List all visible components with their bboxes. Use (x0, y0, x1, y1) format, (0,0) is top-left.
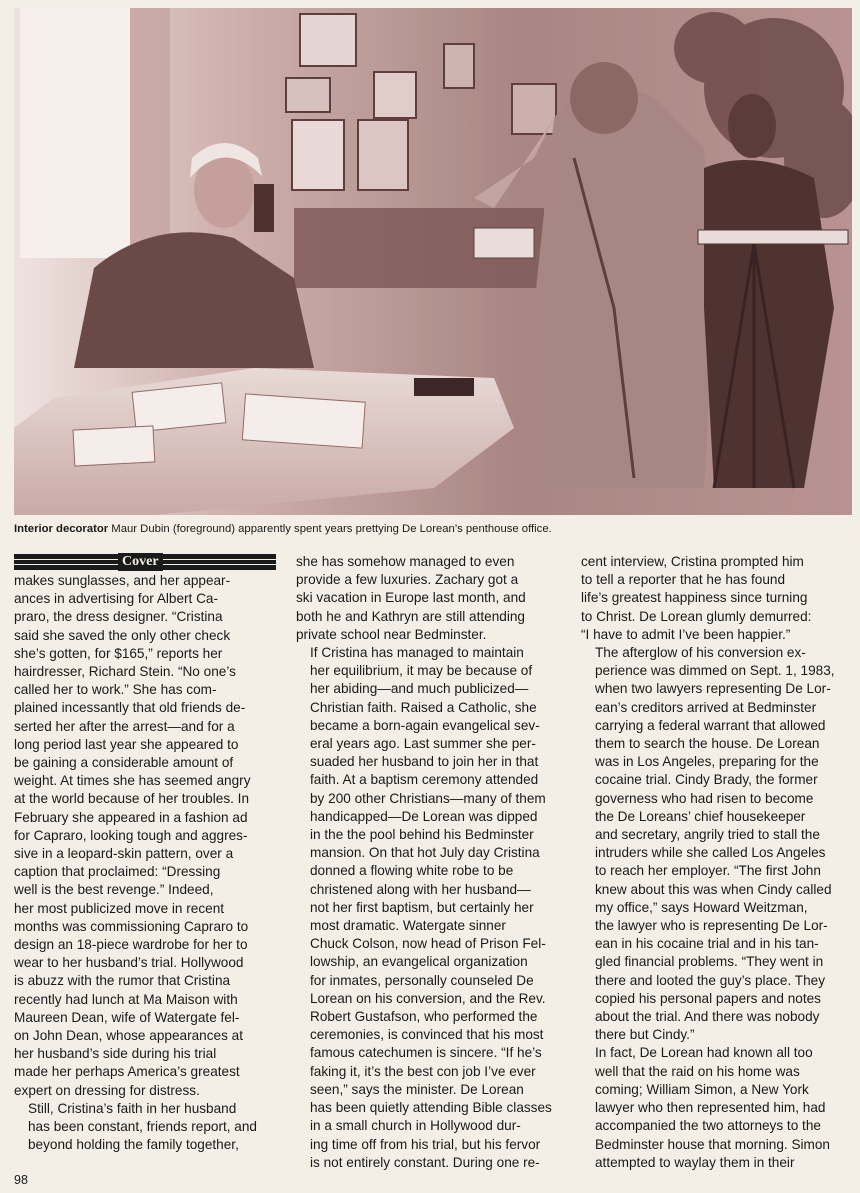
paragraph (581, 1044, 843, 1171)
text-line: for inmates, personally counseled De (310, 972, 534, 988)
text-line: ances in advertising for Albert Ca- (14, 591, 219, 607)
text-line: there but Cindy.” (595, 1027, 695, 1043)
text-line: in the the pool behind his Bedminster (310, 827, 534, 843)
illustration-caption (14, 522, 852, 536)
paragraph (581, 553, 843, 644)
text-line: be gaining a considerable amount of (14, 755, 234, 771)
text-line: well is the best revenge.” Indeed, (14, 882, 214, 898)
paragraph (14, 572, 276, 1100)
text-line: suaded her husband to join her in that (310, 754, 539, 770)
text-line: she has somehow managed to even (296, 554, 515, 569)
text-line: and secretary, angrily tried to stall the (595, 827, 820, 843)
text-line: in a small church in Hollywood dur- (310, 1118, 521, 1134)
caption-lead: Interior decorator (14, 523, 109, 535)
cover-illustration (14, 8, 852, 515)
text-line: long period last year she appeared to (14, 736, 239, 752)
text-line: faking it, it’s the best con job I’ve ever (310, 1063, 536, 1079)
text-line: she’s gotten, for $165,” reports her (14, 645, 223, 661)
text-line: her abiding—and much publicized— (310, 681, 529, 697)
text-line: ski vacation in Europe last month, and (296, 590, 526, 606)
text-line: wear to her husband’s trial. Hollywood (14, 955, 244, 971)
text-line: by 200 other Christians—many of them (310, 790, 546, 806)
text-line: coming; William Simon, a New York (595, 1081, 809, 1097)
paragraph (296, 553, 558, 644)
text-line: accompanied the two attorneys to the (595, 1118, 821, 1134)
text-line: design an 18-piece wardrobe for her to (14, 937, 248, 953)
text-line: handicapped—De Lorean was dipped (310, 808, 538, 824)
text-line: Bedminster house that morning. Simon (595, 1136, 830, 1152)
paragraph (581, 644, 843, 1044)
paragraph (296, 644, 558, 1172)
text-line: Chuck Colson, now head of Prison Fel- (310, 936, 546, 952)
text-line: seen,” says the minister. De Lorean (310, 1081, 524, 1097)
text-line: hairdresser, Richard Stein. “No one’s (14, 664, 236, 680)
text-line: has been quietly attending Bible classes (310, 1100, 552, 1116)
text-line: well that the raid on his home was (595, 1063, 800, 1079)
text-line: the De Loreans’ chief housekeeper (595, 808, 806, 824)
text-line: February she appeared in a fashion ad (14, 809, 248, 825)
text-line: faith. At a baptism ceremony attended (310, 772, 539, 788)
text-line: recently had lunch at Ma Maison with (14, 991, 238, 1007)
text-line: has been constant, friends report, and (28, 1119, 257, 1135)
text-line: the lawyer who is representing De Lor- (595, 918, 828, 934)
text-line: copied his personal papers and notes (595, 990, 821, 1006)
text-line: donned a flowing white robe to be (310, 863, 514, 879)
text-line: plained incessantly that old friends de- (14, 700, 246, 716)
text-line: famous catechumen is sincere. “If he’s (310, 1045, 542, 1061)
text-line: Still, Cristina’s faith in her husband (28, 1100, 237, 1116)
text-line: said she saved the only other check (14, 627, 231, 643)
text-line: at the world because of her troubles. In (14, 791, 250, 807)
text-line: beyond holding the family together, (28, 1137, 239, 1153)
text-line: about the trial. And there was nobody (595, 1009, 820, 1025)
text-line: ean in his cocaine trial and in his tan- (595, 936, 819, 952)
text-line: “I have to admit I’ve been happier.” (581, 626, 791, 642)
text-line: Maureen Dean, wife of Watergate fel- (14, 1009, 240, 1025)
paragraph (14, 1100, 276, 1155)
text-line: praro, the dress designer. “Cristina (14, 609, 223, 625)
text-line: cent interview, Cristina prompted him (581, 554, 804, 569)
telescope (698, 230, 848, 244)
text-line: there and looted the guy’s place. They (595, 972, 825, 988)
text-line: when two lawyers representing De Lor- (595, 681, 831, 697)
window (20, 8, 130, 258)
text-line: lawyer who then represented him, had (595, 1100, 826, 1116)
page-number: 98 (14, 1173, 28, 1187)
text-line: life’s greatest happiness since turning (581, 590, 808, 606)
column-3-text (581, 553, 843, 1172)
caption-text: Maur Dubin (foreground) apparently spent years prettying De Lorean’s penthouse office. (108, 523, 552, 535)
text-line: knew about this was when Cindy called (595, 881, 832, 897)
text-line: her equilibrium, it may be because of (310, 663, 533, 679)
article-column-3 (581, 553, 843, 1172)
office-painting (14, 8, 852, 515)
text-line: is not entirely constant. During one re- (310, 1154, 540, 1170)
text-line: Christian faith. Raised a Catholic, she (310, 699, 537, 715)
text-line: called her to work.” She has com- (14, 682, 217, 698)
text-line: sive in a leopard-skin pattern, over a (14, 846, 234, 862)
text-line: for Capraro, looking tough and aggres- (14, 827, 248, 843)
text-line: The afterglow of his conversion ex- (595, 645, 806, 661)
text-line: If Cristina has managed to maintain (310, 645, 524, 661)
text-line: intruders while she called Los Angeles (595, 845, 826, 861)
text-line: gled financial problems. “They went in (595, 954, 824, 970)
text-line: weight. At times she has seemed angry (14, 773, 251, 789)
text-line: In fact, De Lorean had known all too (595, 1045, 813, 1061)
text-line: private school near Bedminster. (296, 626, 487, 642)
text-line: not her first baptism, but certainly her (310, 899, 534, 915)
text-line: most dramatic. Watergate sinner (310, 918, 506, 934)
text-line: both he and Kathryn are still attending (296, 608, 525, 624)
text-line: to Christ. De Lorean glumly demurred: (581, 608, 812, 624)
text-line: lowship, an evangelical organization (310, 954, 528, 970)
text-line: is abuzz with the rumor that Cristina (14, 973, 231, 989)
text-line: my office,” says Howard Weitzman, (595, 899, 808, 915)
section-banner (14, 554, 276, 570)
text-line: ceremonies, is convinced that his most (310, 1027, 544, 1043)
text-line: Robert Gustafson, who performed the (310, 1009, 538, 1025)
column-2-text (296, 553, 558, 1172)
text-line: perience was dimmed on Sept. 1, 1983, (595, 663, 835, 679)
text-line: mansion. On that hot July day Cristina (310, 845, 540, 861)
text-line: attempted to waylay them in their (595, 1154, 795, 1170)
article-column-1 (14, 554, 276, 1155)
text-line: christened along with her husband— (310, 881, 531, 897)
text-line: became a born-again evangelical sev- (310, 717, 540, 733)
text-line: expert on dressing for distress. (14, 1082, 200, 1098)
text-line: governess who had risen to become (595, 790, 814, 806)
column-1-text (14, 572, 276, 1155)
text-line: to tell a reporter that he has found (581, 572, 786, 588)
text-line: made her perhaps America’s greatest (14, 1064, 240, 1080)
text-line: serted her after the arrest—and for a (14, 718, 235, 734)
text-line: makes sunglasses, and her appear- (14, 573, 231, 588)
section-label: Cover (118, 553, 163, 571)
text-line: provide a few luxuries. Zachary got a (296, 572, 519, 588)
article-column-2 (296, 553, 558, 1172)
text-line: ean’s creditors arrived at Bedminster (595, 699, 817, 715)
text-line: her husband’s side during his trial (14, 1046, 217, 1062)
text-line: her most publicized move in recent (14, 900, 225, 916)
text-line: cocaine trial. Cindy Brady, the former (595, 772, 818, 788)
text-line: ing time off from his trial, but his fervor (310, 1136, 541, 1152)
text-line: on John Dean, whose appearances at (14, 1028, 243, 1044)
text-line: carrying a federal warrant that allowed (595, 717, 826, 733)
text-line: eral years ago. Last summer she per- (310, 736, 536, 752)
text-line: was in Los Angeles, preparing for the (595, 754, 819, 770)
text-line: caption that proclaimed: “Dressing (14, 864, 221, 880)
text-line: months was commissioning Capraro to (14, 918, 249, 934)
text-line: to reach her employer. “The first John (595, 863, 821, 879)
text-line: Lorean on his conversion, and the Rev. (310, 990, 546, 1006)
text-line: them to search the house. De Lorean (595, 736, 820, 752)
